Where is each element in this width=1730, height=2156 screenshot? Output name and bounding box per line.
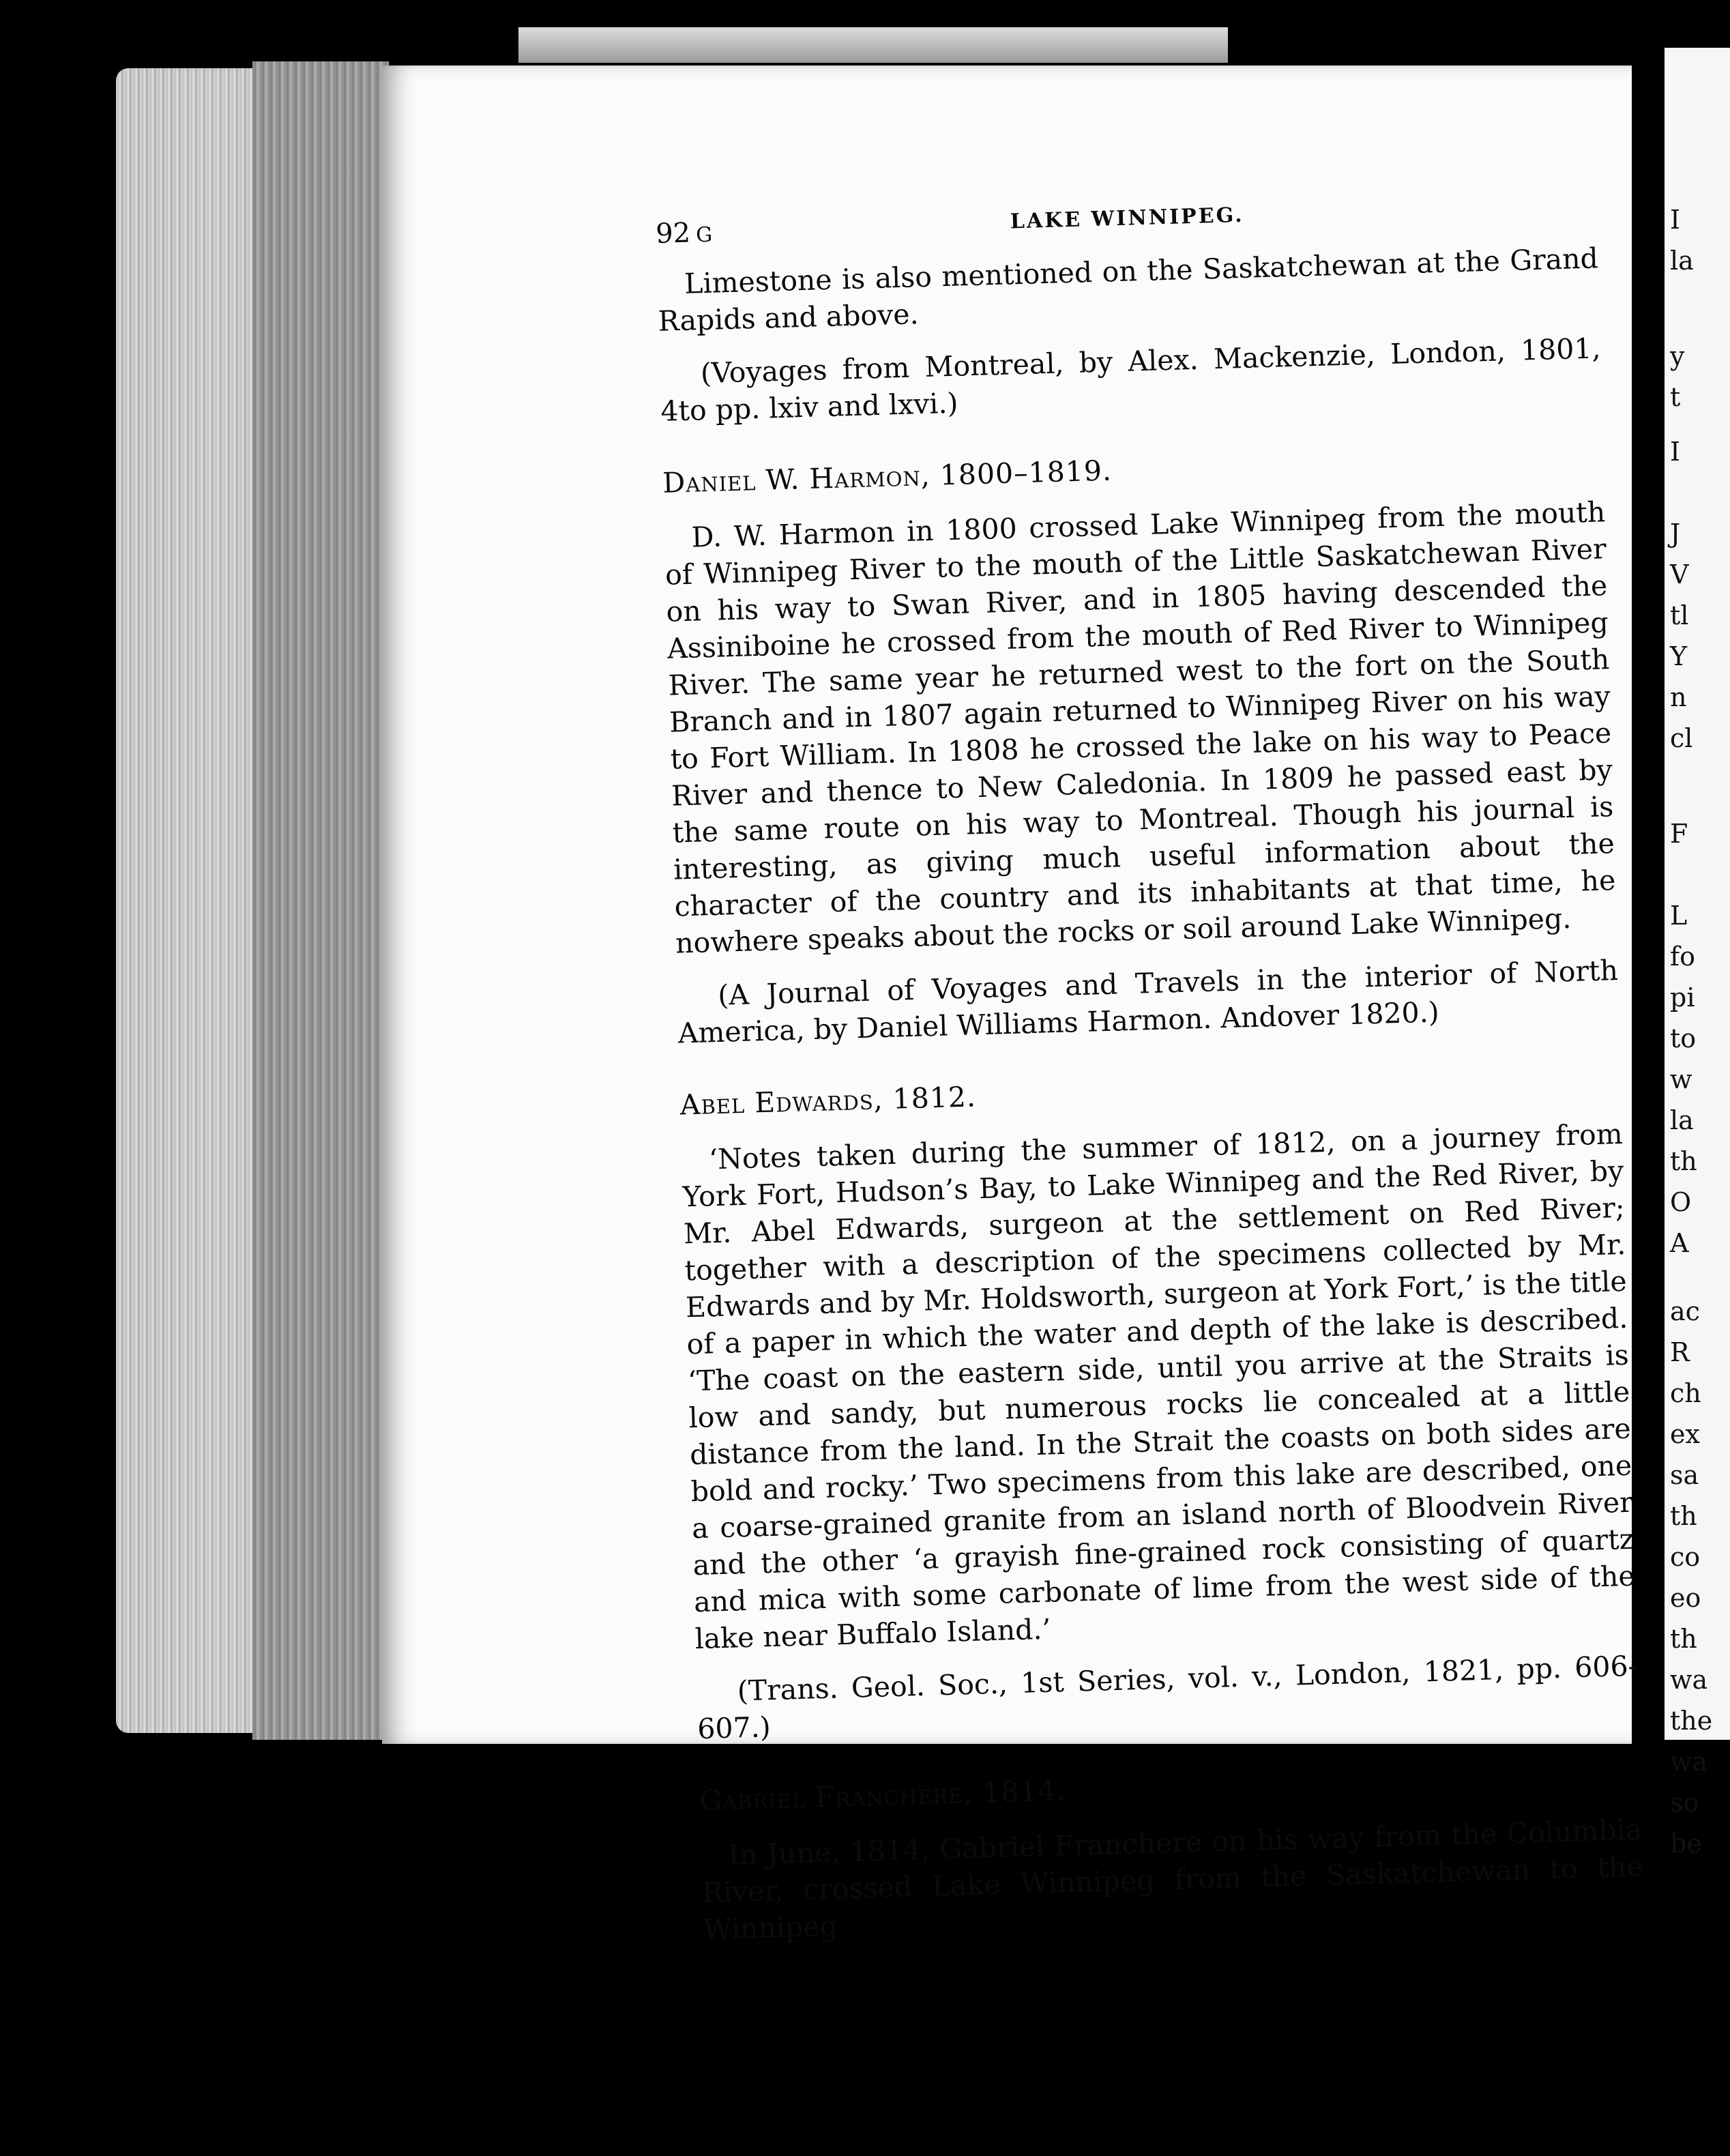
next-page-line-fragment: L (1670, 901, 1688, 931)
next-page-line-fragment: A (1670, 1228, 1689, 1258)
next-page-line-fragment: ac (1670, 1296, 1700, 1326)
next-page-line-fragment: w (1670, 1064, 1692, 1094)
next-page-line-fragment: pi (1670, 982, 1695, 1013)
intro-paragraph: Limestone is also mentioned on the Saskatchewan at the Grand Rapids and above. (658, 242, 1599, 338)
next-page-line-fragment: ch (1670, 1378, 1701, 1408)
next-page-line-fragment: V (1670, 559, 1689, 589)
next-page-line-fragment: th (1670, 1146, 1697, 1176)
next-page-line-fragment: wa (1670, 1747, 1708, 1777)
next-page-line-fragment: F (1670, 819, 1688, 849)
next-page-line-fragment: I (1670, 437, 1681, 467)
next-page-line-fragment: eo (1670, 1583, 1701, 1613)
next-page-line-fragment: fo (1670, 942, 1695, 972)
harmon-paragraph: D. W. Harmon in 1800 crossed Lake Winnipeg from the mouth of Winnipeg River to the mouth of the Little Saskatchewan River on his way to Swan River, and in 1805 having descended the Assiniboine he crossed from the mouth of Red River to Winnipeg River. The same year he returned west to the fort on the South Branch and in 1807 again returned to Winnipeg River on his way to Fort William. In 1808 he crossed the lake on his way to Peace River and thence to New Caledonia. In 1809 he passed east by the same route on his way to Montreal. Though his journal is interesting, as giving much useful information about the character of the country and its inhabitants at that time, he nowhere speaks about the rocks or soil around Lake Winnipeg. (664, 495, 1616, 960)
next-page-line-fragment: I (1670, 205, 1681, 235)
book-gutter (1632, 55, 1669, 1747)
next-page-line-fragment: n (1670, 682, 1687, 712)
edwards-paragraph: ‘Notes taken during the summer of 1812, on a journey from York Fort, Hudson’s Bay, to Lake Winnipeg and the Red River, by Mr. Abel Edwards, surgeon at the settlement on Red River; together with a description of the specimens collected by Mr. Edwards and by Mr. Holdsworth, surgeon at York Fort,’ is the title of a paper in which the water and depth of the lake is described. ‘The coast on the eastern side, until you arrive at the Straits is low and sandy, but numerous rocks lie concealed at a little distance from the land. In the Strait the coasts on both sides are bold and rocky.’ Two specimens from this lake are described, one a coarse-grained granite from an island north of Bloodvein River and the other ‘a grayish fine-grained rock consisting of quartz and mica with some carbonate of lime from the west side of the lake near Buffalo Island.’ (681, 1117, 1636, 1656)
intro-reference: (Voyages from Montreal, by Alex. Mackenzie, London, 1801, 4to pp. lxiv and lxvi.) (660, 332, 1602, 428)
next-page-line-fragment: cl (1670, 723, 1693, 753)
franchere-paragraph: In June, 1814, Gabriel Franchere on his way from the Columbia River, crossed Lake Winnipeg from the Saskatchewan to the Winnipeg (701, 1813, 1644, 1947)
book-page-edges-shadow (252, 61, 389, 1740)
next-page-line-fragment: O (1670, 1187, 1692, 1217)
signature-mark: G (695, 222, 713, 248)
next-page-line-fragment: t (1670, 382, 1681, 412)
next-page-line-fragment: sa (1670, 1460, 1699, 1490)
page-number-value: 92 (655, 217, 691, 250)
next-page-line-fragment: J (1670, 519, 1681, 549)
next-page-line-fragment: th (1670, 1624, 1697, 1654)
next-page-line-fragment: the (1670, 1706, 1713, 1736)
edwards-heading: Abel Edwards, 1812. (679, 1080, 977, 1122)
next-page-line-fragment: y (1670, 341, 1685, 371)
page-content (655, 178, 1645, 1964)
next-page-line-fragment: be (1670, 1829, 1702, 1859)
running-title: LAKE WINNIPEG. (1010, 203, 1245, 234)
right-page-fragment (1665, 48, 1730, 1859)
next-page-line-fragment: la (1670, 246, 1694, 276)
next-page-line-fragment: wa (1670, 1665, 1708, 1695)
franchere-heading: Gabriel Franchere, 1814. (699, 1774, 1067, 1818)
next-page-line-fragment: th (1670, 1501, 1697, 1531)
book-top-edge (518, 27, 1228, 63)
next-page-line-fragment: la (1670, 1105, 1694, 1135)
page-number (656, 217, 713, 250)
edwards-reference: (Trans. Geol. Soc., 1st Series, vol. v., London, 1821, pp. 606-607.) (697, 1649, 1639, 1746)
next-page-line-fragment: to (1670, 1023, 1697, 1053)
harmon-heading: Daniel W. Harmon, 1800–1819. (662, 454, 1113, 499)
next-page-line-fragment: Y (1670, 641, 1688, 671)
next-page-line-fragment: R (1670, 1337, 1690, 1367)
harmon-reference: (A Journal of Voyages and Travels in the interior of North America, by Daniel Williams Harmon. Andover 1820.) (677, 954, 1619, 1050)
next-page-line-fragment: co (1670, 1542, 1701, 1572)
next-page-line-fragment: tl (1670, 600, 1689, 630)
next-page-line-fragment: so (1670, 1788, 1699, 1818)
next-page-line-fragment: ex (1670, 1419, 1700, 1449)
